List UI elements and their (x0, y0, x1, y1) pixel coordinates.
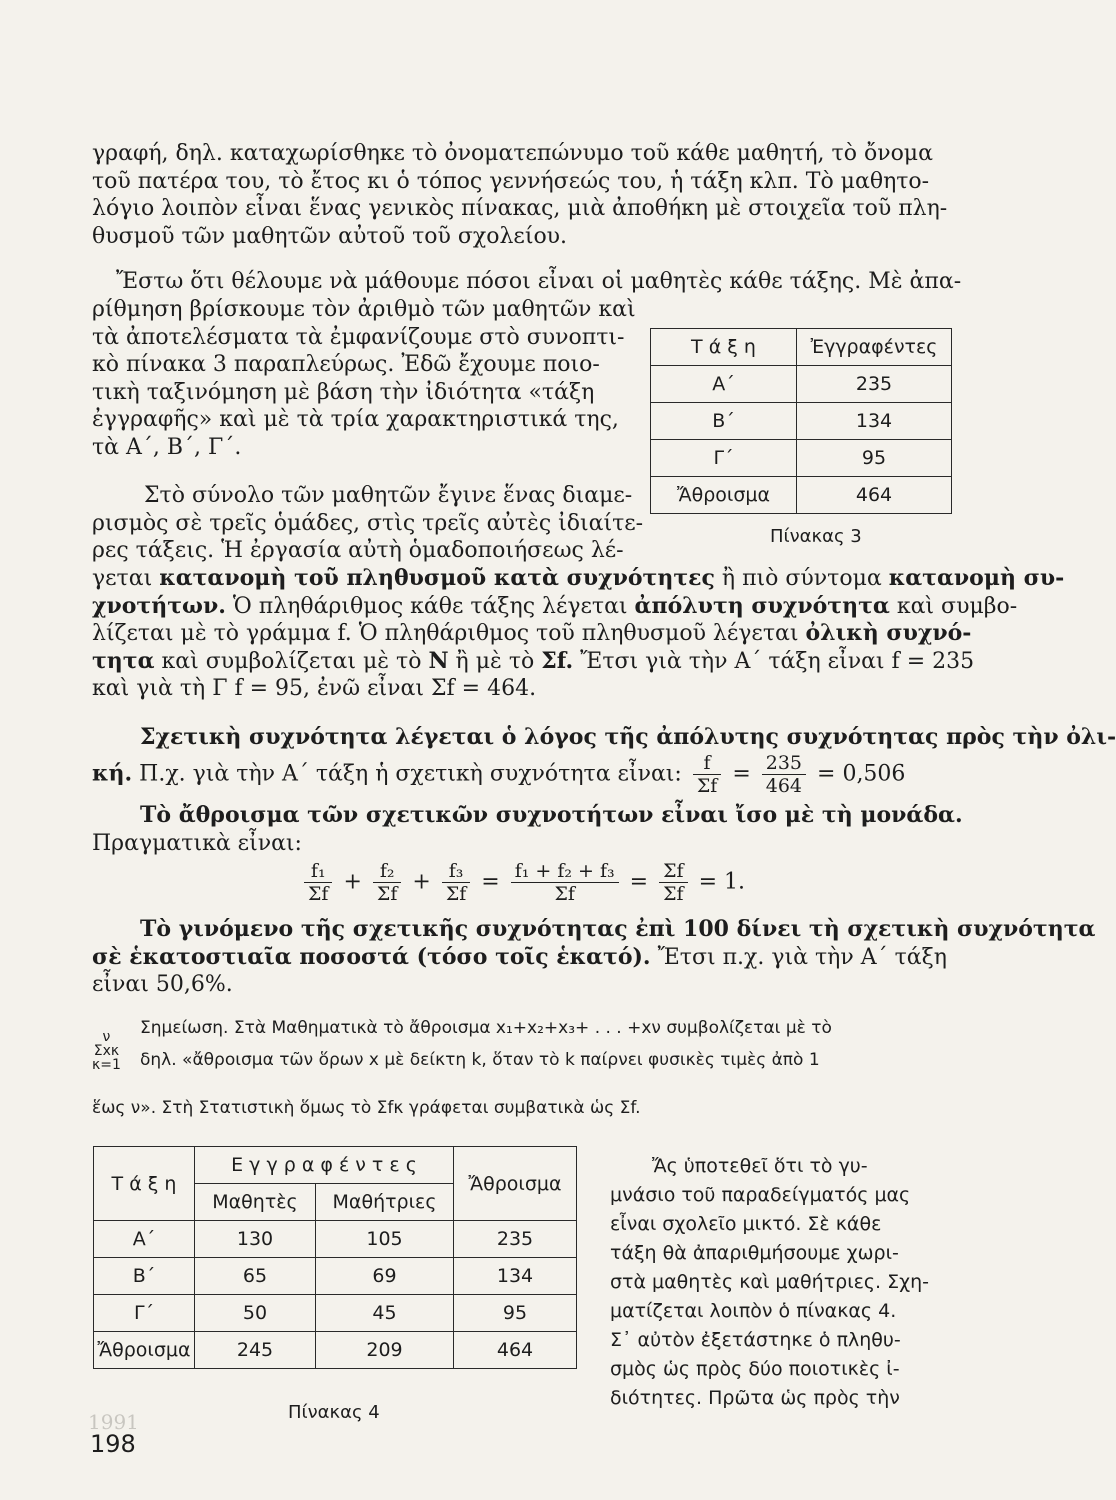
bold-term: Σf. (541, 647, 574, 674)
text-line (92, 944, 952, 972)
text-run: Ἔτσι γιὰ τὴν Α΄ τάξη εἶναι f = 235 (573, 648, 975, 674)
note-sigma-notation-3 (92, 1096, 904, 1120)
table-cell: 235 (454, 1221, 577, 1258)
text-run: ἢ μὲ τὸ (448, 648, 542, 674)
text-line: Ἔστω ὅτι θέλουμε νὰ μάθουμε πόσοι εἶναι οἱ μαθητὲς κάθε τάξης. Μὲ ἀπα- (116, 269, 962, 294)
text-line (92, 620, 972, 648)
header-cell: Ἐγγραφέντες (797, 329, 952, 366)
sum-formula (300, 860, 745, 905)
table-cell: 69 (316, 1258, 454, 1295)
note-line: δηλ. «ἄθροισμα τῶν ὅρων x μὲ δείκτη k, ὅταν τὸ k παίρνει φυσικὲς τιμὲς ἀπὸ 1 (140, 1050, 820, 1070)
header-cell: Μαθήτριες (316, 1184, 454, 1221)
plus-sign: + (412, 869, 431, 895)
text-line: λόγιο λοιπὸν εἶναι ἕνας γενικὸς πίνακας, μιὰ ἀποθήκη μὲ στοιχεῖα τοῦ πλη- (92, 196, 948, 222)
numerator: f₃ (442, 860, 470, 883)
fraction-f2 (373, 860, 401, 905)
table-row (94, 1295, 577, 1332)
table-row (94, 1221, 577, 1258)
table-cell: 95 (454, 1295, 577, 1332)
table-4-caption: Πίνακας 4 (288, 1402, 380, 1423)
text-line: καὶ γιὰ τὴ Γ f = 95, ἐνῶ εἶναι Σf = 464. (92, 676, 537, 702)
text-line: τὰ Α΄, Β΄, Γ΄. (92, 434, 242, 460)
text-line: γραφή, δηλ. καταχωρίσθηκε τὸ ὀνοματεπώνυμο τοῦ κάθε μαθητή, τὸ ὄνομα (92, 141, 933, 166)
table-row (94, 1258, 577, 1295)
denominator: Σf (554, 883, 575, 905)
sigma-symbol: ν Σxκ κ=1 (92, 1029, 121, 1073)
text-run: καὶ συμβο- (889, 593, 1018, 619)
relative-frequency-line (92, 752, 905, 797)
numerator: f (693, 752, 721, 775)
text-run: Ἔτσι π.χ. γιὰ τὴν Α΄ τάξη (650, 944, 947, 970)
bold-term: Τὸ γινόμενο τῆς σχετικῆς συχνότητας ἐπὶ 100 δίνει τὴ σχετικὴ συχνότητα (140, 916, 1096, 942)
paragraph-intro (92, 140, 952, 250)
numerator: f₂ (373, 860, 401, 883)
table-cell: 464 (454, 1332, 577, 1369)
text-line: τὰ ἀποτελέσματα τὰ ἐμφανίζουμε στὸ συνοπτι- (92, 324, 625, 350)
bold-term: τητα (92, 647, 155, 674)
text-run: λίζεται μὲ τὸ γράμμα f. Ὁ πληθάριθμος τοῦ πληθυσμοῦ λέγεται (92, 621, 806, 647)
table-cell: Α΄ (94, 1221, 195, 1258)
equals-sign: = (732, 761, 751, 787)
table-cell: 130 (195, 1221, 316, 1258)
table-4 (93, 1146, 577, 1369)
equals-sign: = (629, 869, 649, 895)
faint-stamp: 1991 (88, 1410, 139, 1434)
table-cell: 245 (195, 1332, 316, 1369)
text-run: γεται (92, 566, 160, 591)
result-value: = 0,506 (817, 761, 906, 787)
numerator: f₁ + f₂ + f₃ (511, 860, 619, 883)
text-run: ἢ πιὸ σύντομα (714, 566, 889, 591)
denominator: Σf (376, 883, 398, 905)
table-row (651, 403, 952, 440)
note-sigma-notation (140, 1016, 952, 1040)
table-header-row (94, 1147, 577, 1184)
table-cell: 134 (454, 1258, 577, 1295)
paragraph-count (92, 268, 962, 296)
table-cell: 105 (316, 1221, 454, 1258)
text-line: στὰ μαθητὲς καὶ μαθήτριες. Σχη- (610, 1271, 930, 1293)
text-line: ματίζεται λοιπὸν ὁ πίνακας 4. (610, 1300, 897, 1322)
bold-term: Τὸ ἄθροισμα τῶν σχετικῶν συχνοτήτων εἶναι ἴσο μὲ τὴ μονάδα. (140, 802, 963, 828)
table-cell: 95 (797, 440, 952, 477)
paragraph-sum-of-relative (92, 802, 963, 857)
text-line: Σ᾽ αὐτὸν ἐξετάστηκε ὁ πληθυ- (610, 1329, 901, 1351)
numerator: f₁ (304, 860, 332, 883)
note-sigma-notation-2 (140, 1048, 952, 1072)
table-row (651, 477, 952, 514)
denominator: Σf (308, 883, 329, 905)
bold-term: N (428, 647, 449, 674)
text-line (92, 592, 1018, 621)
text-line (92, 565, 1065, 593)
denominator: 464 (765, 775, 803, 797)
text-line: κὸ πίνακα 3 παραπλεύρως. Ἐδῶ ἔχουμε ποιο- (92, 352, 600, 378)
header-cell: Τ ά ξ η (94, 1147, 195, 1221)
table-cell: Γ΄ (651, 440, 797, 477)
text-line: τοῦ πατέρα του, τὸ ἔτος κι ὁ τόπος γεννήσεώς του, ἡ τάξη κλπ. Τὸ μαθητο- (92, 168, 930, 194)
plus-sign: + (343, 869, 362, 895)
table-cell: 464 (797, 477, 952, 514)
fraction-f-over-sf (693, 752, 721, 797)
table-row (94, 1332, 577, 1369)
text-line: διότητες. Πρῶτα ὡς πρὸς τὴν (610, 1387, 900, 1409)
text-line: Στὸ σύνολο τῶν μαθητῶν ἔγινε ἕνας διαμε- (144, 483, 633, 508)
table-cell: Γ΄ (94, 1295, 195, 1332)
table-cell: Ἄθροισμα (651, 477, 797, 514)
paragraph-distribution-narrow (92, 482, 644, 565)
table-3 (650, 328, 952, 514)
text-run: Π.χ. γιὰ τὴν Α΄ τάξη ἡ σχετικὴ συχνότητα εἶναι: (132, 761, 682, 787)
text-run: Ὁ πληθάριθμος κάθε τάξης λέγεται (225, 593, 635, 619)
paragraph-percentage (92, 916, 1096, 999)
table-cell: 45 (316, 1295, 454, 1332)
fraction-values (762, 752, 806, 797)
text-line: ρισμὸς σὲ τρεῖς ὁμάδες, στὶς τρεῖς αὐτὲς ἰδιαίτε- (92, 510, 644, 536)
note-line: Σημείωση. Στὰ Μαθηματικὰ τὸ ἄθροισμα x₁+x₂+x₃+ . . . +xν συμβολίζεται μὲ τὸ (140, 1018, 832, 1038)
denominator: Σf (663, 883, 684, 905)
text-line (92, 647, 975, 676)
text-line: ρες τάξεις. Ἡ ἐργασία αὐτὴ ὁμαδοποιήσεως λέ- (92, 538, 624, 564)
paragraph-mixed-school (610, 1152, 952, 1413)
table-header-row (651, 329, 952, 366)
header-cell: Τ ά ξ η (651, 329, 797, 366)
table-cell: 65 (195, 1258, 316, 1295)
page-number: 198 (90, 1430, 136, 1458)
text-line: εἶναι 50,6%. (92, 972, 233, 998)
table-cell: 209 (316, 1332, 454, 1369)
text-line: ρίθμηση βρίσκουμε τὸν ἀριθμὸ τῶν μαθητῶν καὶ (92, 297, 636, 322)
bold-term: κατανομὴ τοῦ πληθυσμοῦ κατὰ συχνότητες (159, 565, 715, 591)
text-line: θυσμοῦ τῶν μαθητῶν αὐτοῦ τοῦ σχολείου. (92, 223, 568, 249)
text-line: Ἄς ὑποτεθεῖ ὅτι τὸ γυ- (652, 1155, 868, 1177)
text-line: τικὴ ταξινόμηση μὲ βάση τὴν ἰδιότητα «τάξη (92, 379, 595, 405)
table-cell: Α΄ (651, 366, 797, 403)
paragraph-distribution (92, 565, 1065, 703)
denominator: Σf (445, 883, 467, 905)
bold-term: Σχετικὴ συχνότητα λέγεται ὁ λόγος τῆς ἀπόλυτης συχνότητας πρὸς τὴν ὀλι- (140, 724, 1116, 750)
bold-term: κή. (92, 760, 133, 787)
note-line: ἕως ν». Στὴ Στατιστικὴ ὅμως τὸ Σfκ γράφεται συμβατικὰ ὡς Σf. (92, 1098, 641, 1118)
header-cell: Ἄθροισμα (454, 1147, 577, 1221)
table-cell: Β΄ (651, 403, 797, 440)
table-3-caption: Πίνακας 3 (770, 526, 862, 547)
table-cell: Β΄ (94, 1258, 195, 1295)
fraction-f1 (304, 860, 332, 905)
numerator: 235 (762, 752, 806, 775)
result-one: = 1. (698, 869, 745, 895)
equals-sign: = (481, 869, 500, 895)
paragraph-count-narrow (92, 296, 636, 462)
text-line: μνάσιο τοῦ παραδείγματός μας (610, 1184, 911, 1206)
bold-term: ὀλικὴ συχνό- (805, 620, 972, 647)
table-cell: Ἄθροισμα (94, 1332, 195, 1369)
bold-term: κατανομὴ συ- (888, 565, 1065, 591)
text-line: εἶναι σχολεῖο μικτό. Σὲ κάθε (610, 1213, 882, 1235)
header-cell: Ε γ γ ρ α φ έ ν τ ε ς (195, 1147, 454, 1184)
paragraph-relative-frequency (92, 724, 1116, 752)
table-cell: 50 (195, 1295, 316, 1332)
text-run: καὶ συμβολίζεται μὲ τὸ (154, 648, 429, 674)
table-row (651, 440, 952, 477)
fraction-f3 (442, 860, 470, 905)
table-cell: 134 (797, 403, 952, 440)
bold-term: σὲ ἑκατοστιαῖα ποσοστά (τόσο τοῖς ἑκατό). (92, 943, 651, 970)
header-cell: Μαθητὲς (195, 1184, 316, 1221)
text-line: τάξη θὰ ἀπαριθμήσουμε χωρι- (610, 1242, 899, 1264)
bold-term: χνοτήτων. (92, 592, 226, 619)
bold-term: ἀπόλυτη συχνότητα (634, 592, 890, 619)
table-cell: 235 (797, 366, 952, 403)
text-line: ἐγγραφῆς» καὶ μὲ τὰ τρία χαρακτηριστικά της, (92, 407, 619, 433)
denominator: Σf (696, 775, 718, 797)
table-row (651, 366, 952, 403)
numerator: Σf (659, 860, 687, 883)
text-line: Πραγματικὰ εἶναι: (92, 830, 302, 856)
fraction-sum (511, 860, 619, 905)
text-line: σμὸς ὡς πρὸς δύο ποιοτικὲς ἰ- (610, 1358, 900, 1380)
fraction-sf (659, 860, 687, 905)
